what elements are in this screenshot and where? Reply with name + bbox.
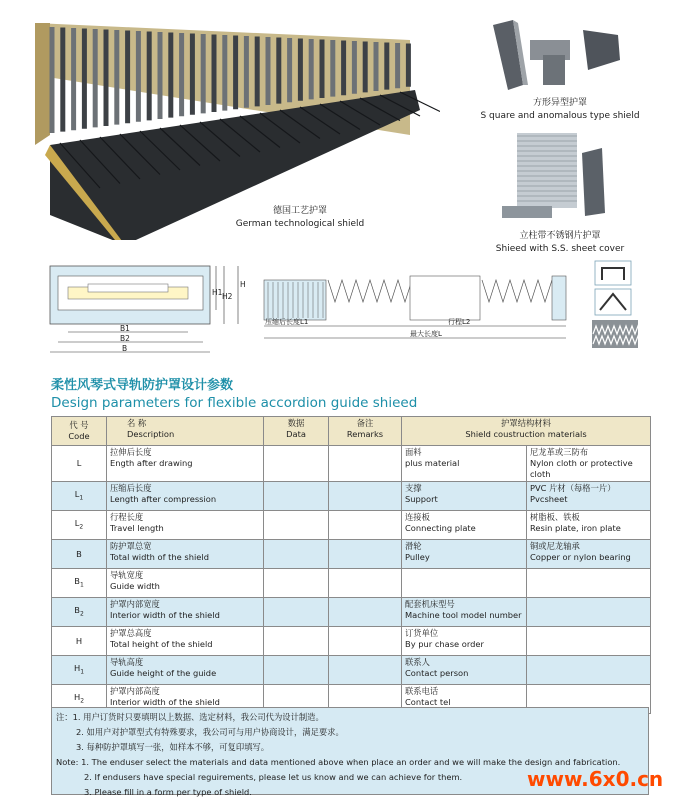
- table-row: [52, 569, 651, 598]
- row-mat1-en: Pulley: [405, 552, 430, 562]
- row-remarks-cell[interactable]: [329, 569, 402, 598]
- row-mat1-cn: 连接板: [405, 512, 430, 522]
- row-code: L: [52, 446, 107, 482]
- heading-en: Design parameters for flexible accordion guide shieed: [51, 395, 418, 411]
- row-desc-en: Interior width of the shield: [110, 697, 220, 707]
- row-remarks-cell[interactable]: [329, 511, 402, 540]
- row-desc-en: Total height of the shield: [110, 639, 213, 649]
- table-row: [52, 482, 651, 511]
- note-en-2: 2. If endusers have special reguirements, please let us know and we can achieve for them.: [84, 772, 463, 782]
- travel-label: 行程L2: [448, 318, 471, 326]
- row-remarks-cell[interactable]: [329, 482, 402, 511]
- table-row: [52, 627, 651, 656]
- row-code: H: [52, 627, 107, 656]
- table-row: [52, 656, 651, 685]
- dim-b2: B2: [120, 334, 130, 343]
- row-desc-en: Interior width of the shield: [110, 610, 220, 620]
- hdr-desc-en: Description: [127, 429, 175, 439]
- row-data-cell[interactable]: [264, 540, 329, 569]
- square-shield-photo: [488, 15, 628, 95]
- row-mat1-cn: 面料: [405, 447, 422, 457]
- note-en-3: 3. Please fill in a form per type of shield.: [84, 787, 252, 797]
- row-mat1-cn: 订货单位: [405, 628, 439, 638]
- row-remarks-cell[interactable]: [329, 656, 402, 685]
- compressed-length-label: 压缩后长度L1: [265, 318, 309, 326]
- row-data-cell[interactable]: [264, 482, 329, 511]
- row-mat2-cn: 铜或尼龙轴承: [530, 541, 580, 551]
- row-mat1-cn: 配套机床型号: [405, 599, 455, 609]
- row-mat1-en: Machine tool model number: [405, 610, 522, 620]
- row-remarks-cell[interactable]: [329, 598, 402, 627]
- hdr-mat-cn: 护罩结构材料: [501, 418, 551, 428]
- row-mat1-cn: 支撑: [405, 483, 422, 493]
- row-desc-cn: 行程长度: [110, 512, 144, 522]
- dim-h1: H1: [212, 288, 223, 297]
- row-mat2-en: Nylon cloth or protective cloth: [530, 458, 633, 479]
- note-cn-3: 3. 每种防护罩填写一张，如样本不够，可复印填写。: [76, 742, 270, 752]
- hdr-mat-en: Shield coustruction materials: [465, 429, 587, 439]
- hdr-rem-en: Remarks: [346, 429, 384, 439]
- row-mat1-en: Contact person: [405, 668, 469, 678]
- table-row: [52, 511, 651, 540]
- note-cn-2: 2. 如用户对护罩型式有特殊要求，我公司可与用户协商设计，满足要求。: [76, 727, 344, 737]
- row-mat2-en: Resin plate, iron plate: [530, 523, 621, 533]
- row-mat1-en: plus material: [405, 458, 460, 468]
- row-code: $H_1$: [52, 656, 107, 685]
- row-desc-cn: 拉伸后长度: [110, 447, 152, 457]
- hdr-data-en: Data: [286, 429, 306, 439]
- german-caption-cn: 德国工艺护罩: [272, 206, 327, 216]
- row-desc-cn: 护罩内部宽度: [110, 599, 160, 609]
- row-remarks-cell[interactable]: [329, 446, 402, 482]
- row-mat1-en: Connecting plate: [405, 523, 476, 533]
- square-caption-cn: 方形异型护罩: [532, 98, 587, 108]
- hdr-rem-cn: 备注: [356, 418, 374, 428]
- hdr-code-en: Code: [68, 431, 90, 441]
- row-data-cell[interactable]: [264, 598, 329, 627]
- row-code: $B_2$: [52, 598, 107, 627]
- row-mat1-cn: 联系人: [405, 657, 430, 667]
- hdr-code-cn: 代 号: [69, 420, 89, 430]
- row-code: $L_2$: [52, 511, 107, 540]
- row-desc-en: Length after compression: [110, 494, 217, 504]
- row-mat2-en: Pvcsheet: [530, 494, 568, 504]
- row-desc-cn: 导轨宽度: [110, 570, 144, 580]
- hdr-desc-cn: 名 称: [127, 418, 147, 428]
- row-mat1-cn: 滑轮: [405, 541, 422, 551]
- column-caption-en: Shieed with S.S. sheet cover: [495, 244, 625, 254]
- row-desc-en: Travel length: [110, 523, 164, 533]
- row-desc-cn: 防护罩总宽: [110, 541, 152, 551]
- hdr-data-cn: 数据: [287, 418, 305, 428]
- table-row: [52, 540, 651, 569]
- row-remarks-cell[interactable]: [329, 627, 402, 656]
- column-shield-photo: [497, 128, 617, 226]
- note-en-1: Note: 1. The enduser select the materials and data mentioned above when place an order and we will make the design and fabrication.: [56, 757, 621, 767]
- row-data-cell[interactable]: [264, 656, 329, 685]
- heading-cn: 柔性风琴式导轨防护罩设计参数: [51, 378, 234, 393]
- row-mat2-cn: PVC 片材（每格一片）: [530, 483, 616, 493]
- row-desc-cn: 压缩后长度: [110, 483, 152, 493]
- row-mat2-en: Copper or nylon bearing: [530, 552, 631, 562]
- row-code: $L_1$: [52, 482, 107, 511]
- row-mat1-cn: 联系电话: [405, 686, 439, 696]
- spec-table: [51, 416, 651, 714]
- cross-section-diagram: [48, 262, 253, 362]
- column-caption-cn: 立柱带不锈钢片护罩: [519, 231, 601, 241]
- row-data-cell[interactable]: [264, 627, 329, 656]
- row-desc-cn: 护罩内部高度: [110, 686, 160, 696]
- row-mat2-cn: 尼龙革或三防布: [530, 447, 589, 457]
- row-data-cell[interactable]: [264, 511, 329, 540]
- row-mat1-en: Support: [405, 494, 438, 504]
- row-data-cell[interactable]: [264, 569, 329, 598]
- dim-b: B: [122, 344, 128, 353]
- row-mat2-cn: 树脂板、铁板: [530, 512, 580, 522]
- row-remarks-cell[interactable]: [329, 540, 402, 569]
- dim-h2: H2: [222, 292, 233, 301]
- dim-h: H: [240, 280, 246, 289]
- row-desc-cn: 护罩总高度: [110, 628, 152, 638]
- row-mat1-en: By pur chase order: [405, 639, 484, 649]
- profile-icons: [590, 258, 640, 368]
- table-row: [52, 598, 651, 627]
- row-code: $H_2$: [52, 685, 107, 714]
- german-caption-en: German technological shield: [235, 219, 365, 229]
- row-code: B: [52, 540, 107, 569]
- row-desc-en: Guide width: [110, 581, 160, 591]
- row-desc-cn: 导轨高度: [110, 657, 144, 667]
- table-row: [52, 446, 651, 482]
- table-header: [52, 417, 651, 446]
- row-desc-en: Total width of the shield: [110, 552, 209, 562]
- watermark: www.6x0.cn: [527, 767, 664, 791]
- max-length-label: 最大长度L: [410, 330, 442, 338]
- row-desc-en: Guide height of the guide: [110, 668, 217, 678]
- row-data-cell[interactable]: [264, 446, 329, 482]
- row-code: $B_1$: [52, 569, 107, 598]
- row-desc-en: Ength after drawing: [110, 458, 193, 468]
- square-caption-en: S quare and anomalous type shield: [480, 111, 640, 121]
- note-cn-1: 注：1. 用户订货时只要填明以上数据、选定材料，我公司代为设计制造。: [56, 712, 324, 722]
- row-mat1-en: Contact tel: [405, 697, 451, 707]
- dim-b1: B1: [120, 324, 130, 333]
